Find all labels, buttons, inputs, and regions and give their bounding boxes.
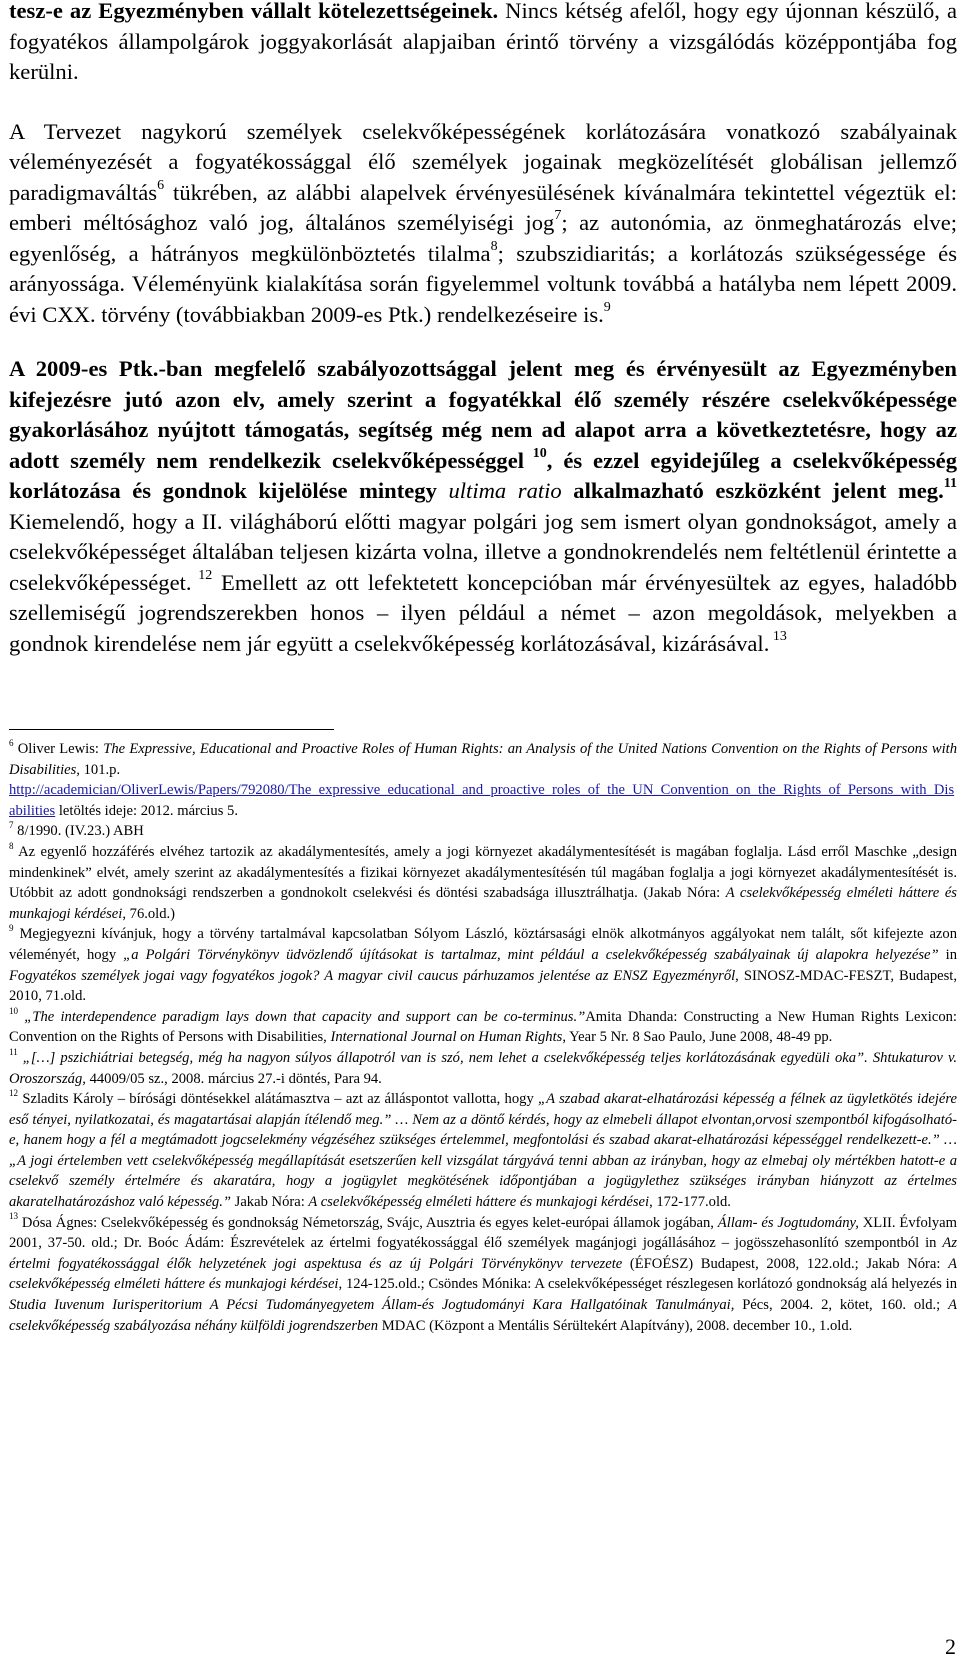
italic-text: A cselekvőképesség szabályozása néhány külföldi jogrendszerben bbox=[9, 1297, 957, 1334]
text-run: in bbox=[938, 946, 958, 963]
footnote-ref-11[interactable]: 11 bbox=[943, 476, 957, 492]
text-run: Emellett az ott lefektetett koncepcióban már érvényesültek az egyes, haladóbb szellemiségű jogrendszerekben honos – ilyen például a német – azon megoldások, melyekben a gondnok kirendelése nem jár együtt a cselekvőképesség korlátozásával, kizárásával. bbox=[9, 569, 958, 656]
footnote-ref-7[interactable]: 7 bbox=[554, 208, 562, 224]
bold-text: , és ezzel egyidejűleg a cselekvőképesség korlátozása és gondnok kijelölése mintegy bbox=[9, 447, 957, 503]
footnote-ref-12[interactable]: 12 bbox=[191, 567, 213, 583]
document-page bbox=[9, 0, 957, 1336]
text-run: Nincs kétség afelől, hogy egy újonnan készülő, a fogyatékos állampolgárok joggyakorlását alapjaiban érintő törvény a vizsgálódás középpontjába fog kerülni. bbox=[9, 0, 957, 84]
text-run: tükrében, az alábbi alapelvek érvényesülésének kívánalmára tekintettel végeztük el: emberi méltósághoz való jog, általános személyiségi jog bbox=[9, 179, 957, 235]
text-run: Oliver Lewis: bbox=[13, 741, 104, 757]
footnote-number: 8 bbox=[9, 840, 14, 851]
text-run: Megjegyezni kívánjuk, hogy a törvény tartalmával kapcsolatban Sólyom László, köztársasági elnök alkotmányos aggályokat nem talált, sőt kifejezte azon véleményét, hogy bbox=[9, 926, 957, 963]
italic-text: A cselekvőképesség elméleti háttere és munkajogi kérdései bbox=[308, 1194, 650, 1211]
footnote-number: 7 bbox=[9, 820, 14, 831]
italic-text: A cselekvőképesség elméleti háttere és munkajogi kérdései bbox=[9, 1255, 957, 1293]
footnote-11 bbox=[9, 1048, 957, 1089]
text-run: 8/1990. (IV.23.) ABH bbox=[13, 823, 144, 840]
text-run: Jakab Nóra: bbox=[231, 1194, 309, 1211]
footnotes bbox=[9, 739, 957, 1336]
text-run: , 172-177.old. bbox=[649, 1194, 731, 1211]
italic-text: „The interdependence paradigm lays down that capacity and support can be co-terminus.” bbox=[18, 1008, 586, 1025]
italic-text: „A szabad akarat-elhatározási képesség a félnek az ügyletkötés idejére eső tényei, nyilatkozatai, és magatartásai alapján ítélendő meg.” … Nem az a döntő kérdés, hogy az elmebeli állapot elvontan,orvosi szempontból kifogásolható-e, hanem hogy a fél a megtámadott jogcselekmény végzéséhez szükséges értelemmel, megfontolási és szabad akarat-elhatározási képességgel rendelkezett-e.” … „A jogi értelemben vett cselekvőképesség megállapítását esetszerűen kell vizsgálat tárgyává tenni abban az irányban, hogy az elmebaj oly mértékben hatott-e a cselekvő személy értelmére és akaratára, hogy a jogügylet megkötésének időpontjában a jogügylethez szükséges irányban hiányzott az értelmes akaratelhatározáshoz való képesség.” bbox=[9, 1091, 957, 1211]
footnote-number: 12 bbox=[9, 1087, 19, 1098]
italic-text: ultima ratio bbox=[436, 478, 562, 503]
text-run: Dósa Ágnes: Cselekvőképesség és gondnokság Németország, Svájc, Ausztria és egyes kelet-európai államok jogában, bbox=[18, 1214, 718, 1231]
footnote-ref-13[interactable]: 13 bbox=[769, 628, 787, 644]
footnote-ref-6[interactable]: 6 bbox=[157, 177, 165, 193]
italic-text: Állam- és Jogtudomány, bbox=[717, 1214, 859, 1231]
italic-text: Fogyatékos személyek jogai vagy fogyatékos jogok? A magyar civil caucus párhuzamos jelentése az ENSZ Egyezményről, bbox=[9, 967, 739, 984]
footnote-7 bbox=[9, 821, 957, 842]
text-run: ; az autonómia, az önmeghatározás elve; egyenlőség, a hátrányos megkülönböztetés tilalma bbox=[9, 210, 957, 266]
italic-text: Studia Iuvenum Iurisperitorium A Pécsi Tudományegyetem Állam-és Jogtudományi Kara Hallgatóinak Tanulmányai, bbox=[9, 1297, 735, 1314]
paragraph-1 bbox=[9, 0, 957, 88]
footnote-link[interactable]: http://academician/OliverLewis/Papers/792080/The_expressive_educational_and_proactive_roles_of_the_UN_Convention_on_the_Rights_of_Persons_with_Disabilities bbox=[9, 782, 955, 819]
text-run: MDAC (Központ a Mentális Sérültekért Alapítvány), 2008. december 10., 1.old. bbox=[378, 1317, 853, 1334]
footnote-number: 10 bbox=[9, 1005, 19, 1016]
italic-text: International Journal on Human Rights bbox=[330, 1029, 563, 1046]
footnote-6 bbox=[9, 739, 957, 821]
footnote-number: 9 bbox=[9, 923, 14, 934]
text-run: SINOSZ-MDAC-FESZT, Budapest, 2010, 71.old. bbox=[9, 967, 957, 1005]
page-number: 2 bbox=[945, 1634, 956, 1659]
paragraph-2 bbox=[9, 117, 957, 331]
bold-text: tesz-e az Egyezményben vállalt kötelezettségeinek. bbox=[9, 0, 499, 23]
text-run: 44009/05 sz., 2008. március 27.-i döntés, Para 94. bbox=[85, 1070, 382, 1087]
footnote-13 bbox=[9, 1213, 957, 1337]
italic-text: „a Polgári Törvénykönyv üdvözlendő újításokat is tartalmaz, mint például a cselekvőképesség szabályainak új alapokra helyezése” bbox=[123, 946, 939, 963]
text-run: Kiemelendő, hogy a II. világháború előtti magyar polgári jog sem ismert olyan gondnokságot, amely a cselekvőképességet általában teljesen kizárta volna, illetve a gondnokrendelés nem feltétlenül érintette a cselekvőképességet. bbox=[9, 508, 957, 595]
text-run: XLII. Évfolyam 2001, 37-50. old.; Dr. Boóc Ádám: Észrevételek az értelmi fogyatékossággal élő személyek magánjogi jogállásához – jogösszehasonlító szempontból in bbox=[9, 1214, 957, 1252]
text-run: , Year 5 Nr. 8 Sao Paulo, June 2008, 48-49 pp. bbox=[562, 1029, 833, 1046]
footnote-ref-8[interactable]: 8 bbox=[490, 238, 498, 254]
text-run: 101.p. bbox=[79, 761, 121, 778]
italic-text: Az értelmi fogyatékossággal élők helyzetének jogi aspektusa és az új Polgári Törvénykönyv tervezete bbox=[9, 1235, 957, 1272]
text-run: Az egyenlő hozzáférés elvéhez tartozik az akadálymentesítés, amely a jogi környezet akadálymentesítését is magában foglalja. Lásd erről Maschke „design mindenkinek” elvét, amely szerint az akadálymentesítés a fizikai környezet akadálymentesítésén túl magában foglalja a jogi környezet akadálymentesítését is. Utóbbit az adott gondnoksági rendszerben a gondnokolt cselekvési és döntési szabadsága illusztrálhatja. (Jakab Nóra: bbox=[9, 843, 957, 902]
paragraph-3 bbox=[9, 354, 957, 659]
footnote-9 bbox=[9, 924, 957, 1006]
footnote-8 bbox=[9, 842, 957, 924]
main-text bbox=[9, 0, 957, 659]
text-run: A Tervezet nagykorú személyek cselekvőképességének korlátozására vonatkozó szabályainak véleményezését a fogyatékossággal élő személyek jogainak megközelítését globálisan jellemző paradigmaváltás bbox=[9, 118, 957, 205]
footnote-number: 6 bbox=[9, 737, 14, 748]
footnote-10 bbox=[9, 1007, 957, 1048]
text-run: letöltés ideje: 2012. március 5. bbox=[55, 802, 239, 819]
text-run: , 124-125.old.; Csöndes Mónika: A cselekvőképességet részlegesen korlátozó gondnokság alá helyezés in bbox=[338, 1276, 957, 1293]
text-run: (ÉFOÉSZ) Budapest, 2008, 122.old.; Jakab Nóra: bbox=[622, 1255, 949, 1272]
footnote-number: 13 bbox=[9, 1211, 19, 1222]
italic-text: The Expressive, Educational and Proactive Roles of Human Rights: an Analysis of the United Nations Convention on the Rights of Persons with Disabilities, bbox=[9, 741, 957, 778]
bold-text: A 2009-es Ptk.-ban megfelelő szabályozottsággal jelent meg és érvényesült az Egyezményben kifejezésre jutó azon elv, amely szerint a fogyatékkal élő személy részére cselekvőképessége gyakorlásához nyújtott támogatás, segítség még nem ad alapot arra a következtetésre, hogy az adott személy nem rendelkezik cselekvőképességgel bbox=[9, 356, 957, 473]
text-run: ; szubszidiaritás; a korlátozás szükségessége és arányossága. Véleményünk kialakítása során figyelemmel voltunk továbbá a hatályba nem lépett 2009. évi CXX. törvény (továbbiakban 2009-es Ptk.) rendelkezéseire is. bbox=[9, 240, 957, 327]
footnote-divider bbox=[9, 729, 334, 730]
footnote-ref-10[interactable]: 10 bbox=[524, 445, 547, 461]
text-run: Pécs, 2004. 2, kötet, 160. old.; bbox=[734, 1297, 949, 1314]
bold-text: alkalmazható eszközként jelent meg. bbox=[561, 478, 944, 503]
italic-text: A cselekvőképesség elméleti háttere és munkajogi kérdései bbox=[9, 885, 957, 922]
footnote-number: 11 bbox=[9, 1046, 18, 1057]
text-run: Szladits Károly – bírósági döntésekkel alátámasztva – azt az álláspontot vallotta, hogy bbox=[18, 1091, 539, 1108]
text-run: , 76.old.) bbox=[122, 905, 176, 922]
text-run: Amita Dhanda: Constructing a New Human Rights Lexicon: Convention on the Rights of Persons with Disabilities, bbox=[9, 1008, 957, 1046]
footnote-12 bbox=[9, 1089, 957, 1213]
italic-text: „[…] pszichiátriai betegség, még ha nagyon súlyos állapotról van is szó, nem lehet a cselekvőképesség teljes korlátozásának egyedüli oka”. Shtukaturov v. Oroszország, bbox=[9, 1049, 957, 1087]
footnote-ref-9[interactable]: 9 bbox=[603, 299, 611, 315]
